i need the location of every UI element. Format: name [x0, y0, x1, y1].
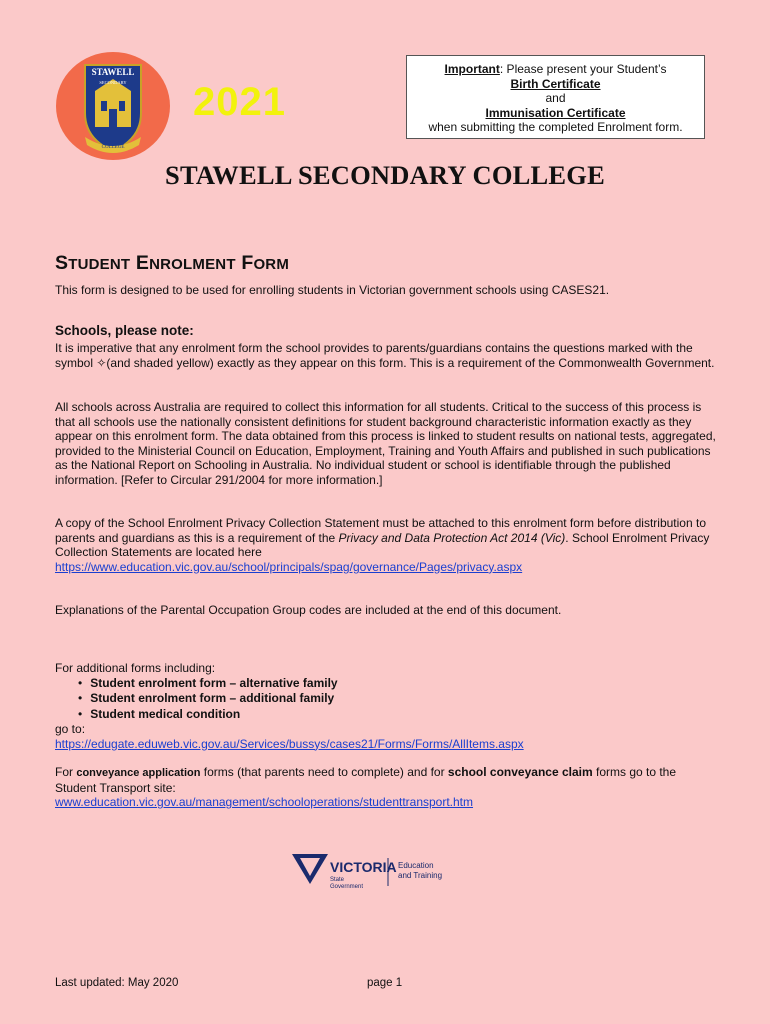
vic-dept1: Education — [398, 861, 434, 870]
notice-line1: : Please present your Student’s — [499, 62, 667, 76]
title-s: S — [55, 252, 69, 274]
privacy-link[interactable]: https://www.education.vic.gov.au/school/principals/spag/governance/Pages/privacy.aspx — [55, 559, 523, 574]
conveyance-text-2: forms (that parents need to complete) and for — [200, 765, 448, 779]
additional-forms-list — [78, 676, 338, 722]
occupation-paragraph: Explanations of the Parental Occupation Group codes are included at the end of this document. — [55, 603, 562, 617]
important-label: Important — [444, 62, 500, 76]
vic-gov: Government — [330, 884, 364, 890]
privacy-act-title: Privacy and Data Protection Act 2014 (Vic) — [338, 530, 566, 545]
last-updated: Last updated: May 2020 — [55, 977, 179, 989]
privacy-text-2: . School Enrolment Privacy Collection Statements are located here — [55, 530, 710, 560]
schools-note-paragraph-1: It is imperative that any enrolment form the school provides to parents/guardians contains the questions marked with the symbol ✧(and shaded yellow) exactly as they appear on this form. This is a requirement of the Commonwealth Government. — [55, 341, 715, 370]
logo-name: STAWELL — [91, 67, 135, 77]
conveyance-claim-label: school conveyance claim — [447, 765, 593, 779]
additional-forms-intro: For additional forms including: — [55, 661, 216, 675]
victoria-government-logo — [290, 850, 460, 890]
conveyance-paragraph — [55, 765, 720, 810]
privacy-text-1: A copy of the School Enrolment Privacy Collection Statement must be attached to this enrolment form before distribution to parents and guardians as this is a requirement of the — [55, 516, 706, 545]
title-nrolment: NROLMENT — [149, 256, 236, 273]
list-item: • Student enrolment form – alternative family — [78, 676, 338, 691]
list-item: • Student enrolment form – additional family — [78, 691, 338, 706]
year-heading: 2021 — [193, 80, 286, 124]
title-orm: ORM — [253, 256, 290, 273]
list-item: • Student medical condition — [78, 707, 338, 722]
notice-and: and — [545, 91, 566, 105]
school-logo — [55, 51, 171, 161]
title-f: F — [241, 252, 254, 274]
birth-certificate-label: Birth Certificate — [510, 76, 601, 91]
notice-line4: when submitting the completed Enrolment form. — [428, 120, 683, 134]
form-title — [55, 252, 289, 275]
logo-bottom: COLLEGE — [101, 145, 125, 150]
goto-block — [55, 722, 720, 751]
edugate-link[interactable]: https://edugate.eduweb.vic.gov.au/Services/bussys/cases21/Forms/Forms/AllItems.aspx — [55, 736, 524, 751]
immunisation-certificate-label: Immunisation Certificate — [485, 105, 626, 120]
college-name: STAWELL SECONDARY COLLEGE — [165, 160, 605, 190]
vic-state: State — [330, 877, 345, 883]
vic-dept2: and Training — [398, 871, 443, 880]
conveyance-application-label: conveyance application — [76, 767, 201, 779]
logo-sub: SECONDARY — [99, 80, 127, 85]
schools-note-paragraph-2: All schools across Australia are required to collect this information for all students. Critical to the success of this process is that all schools use the nationally consistent definitions for student background characteristic information exactly as they appear on this enrolment form. The data obtained from this process is linked to student results on national tests, aggregated, provided to the Ministerial Council on Education, Employment, Training and Youth Affairs and published in such publications as the National Report on Schooling in Australia. No individual student or school is identifiable through the published information. [Refer to Circular 291/2004 for more information.] — [55, 400, 716, 487]
conveyance-text-3: forms go to the Student Transport site: — [55, 765, 677, 795]
privacy-paragraph — [55, 516, 720, 574]
student-transport-link[interactable]: www.education.vic.gov.au/management/schooloperations/studenttransport.htm — [55, 795, 474, 810]
conveyance-text-1: For — [55, 765, 77, 779]
schools-note-heading: Schools, please note: — [55, 323, 194, 338]
intro-paragraph: This form is designed to be used for enrolling students in Victorian government schools using CASES21. — [55, 283, 610, 297]
title-tudent: TUDENT — [68, 256, 131, 273]
goto-label: go to: — [55, 722, 86, 736]
page-number: page 1 — [367, 977, 403, 989]
important-notice-box — [406, 55, 705, 139]
vic-word: VICTORIA — [330, 859, 397, 875]
title-e: E — [135, 252, 150, 274]
